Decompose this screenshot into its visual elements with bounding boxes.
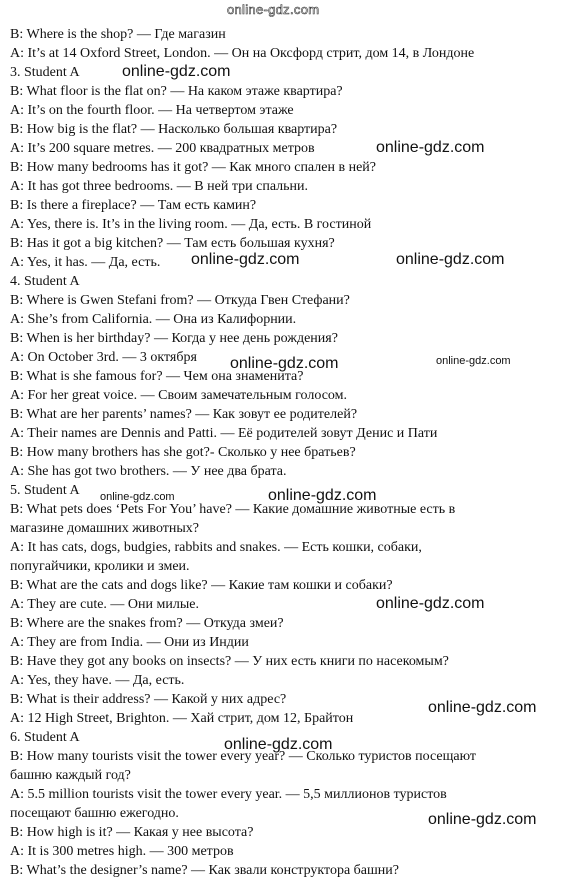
- text-line: B: How high is it? — Какая у нее высота?: [10, 825, 254, 840]
- text-line: A: For her great voice. — Своим замечательным голосом.: [10, 388, 347, 403]
- text-line: посещают башню ежегодно.: [10, 806, 179, 821]
- text-line: B: How many tourists visit the tower every year? — Сколько туристов посещают: [10, 749, 476, 764]
- text-line: B: How many bedrooms has it got? — Как много спален в ней?: [10, 160, 376, 175]
- text-line: A: Yes, it has. — Да, есть.: [10, 255, 161, 270]
- text-line: A: It has got three bedrooms. — В ней три спальни.: [10, 179, 309, 194]
- text-line: A: Yes, they have. — Да, есть.: [10, 673, 185, 688]
- text-line: B: What floor is the flat on? — На каком этаже квартира?: [10, 84, 343, 99]
- text-line: B: How many brothers has she got?- Сколько у нее братьев?: [10, 445, 356, 460]
- watermark: online-gdz.com: [122, 63, 231, 80]
- text-line: попугайчики, кролики и змеи.: [10, 559, 190, 574]
- text-line: B: What are her parents’ names? — Как зовут ее родителей?: [10, 407, 358, 422]
- watermark: online-gdz.com: [100, 491, 175, 503]
- text-line: B: What’s the designer’s name? — Как звали конструктора башни?: [10, 863, 399, 878]
- watermark: online-gdz.com: [224, 736, 333, 753]
- text-line: A: It has cats, dogs, budgies, rabbits and snakes. — Есть кошки, собаки,: [10, 540, 422, 555]
- text-line: B: How big is the flat? — Насколько большая квартира?: [10, 122, 338, 137]
- text-line: B: Is there a fireplace? — Там есть камин?: [10, 198, 257, 213]
- text-line: B: What is she famous for? — Чем она знаменита?: [10, 369, 304, 384]
- text-line: A: It is 300 metres high. — 300 метров: [10, 844, 234, 859]
- text-line: башню каждый год?: [10, 768, 131, 783]
- text-line: A: It’s at 14 Oxford Street, London. — Он на Оксфорд стрит, дом 14, в Лондоне: [10, 46, 475, 61]
- text-line: B: Where is Gwen Stefani from? — Откуда Гвен Стефани?: [10, 293, 350, 308]
- text-line: магазине домашних животных?: [10, 521, 199, 536]
- text-line: A: Their names are Dennis and Patti. — Её родителей зовут Денис и Пати: [10, 426, 438, 441]
- text-line: B: What pets does ‘Pets For You’ have? — Какие домашние животные есть в: [10, 502, 456, 517]
- section-heading: 3. Student A: [10, 65, 80, 80]
- watermark: online-gdz.com: [428, 811, 537, 828]
- watermark: online-gdz.com: [396, 251, 505, 268]
- text-line: B: What are the cats and dogs like? — Какие там кошки и собаки?: [10, 578, 393, 593]
- watermark: online-gdz.com: [376, 139, 485, 156]
- text-line: A: Yes, there is. It’s in the living room. — Да, есть. В гостиной: [10, 217, 372, 232]
- watermark: online-gdz.com: [191, 251, 300, 268]
- section-heading: 6. Student A: [10, 730, 80, 745]
- text-line: A: 12 High Street, Brighton. — Хай стрит, дом 12, Брайтон: [10, 711, 354, 726]
- text-line: B: Where is the shop? — Где магазин: [10, 27, 226, 42]
- text-line: B: What is their address? — Какой у них адрес?: [10, 692, 287, 707]
- text-line: A: It’s 200 square metres. — 200 квадратных метров: [10, 141, 315, 156]
- watermark: online-gdz.com: [428, 699, 537, 716]
- watermark: online-gdz.com: [230, 355, 339, 372]
- text-line: A: They are cute. — Они милые.: [10, 597, 199, 612]
- text-line: B: Have they got any books on insects? — У них есть книги по насекомым?: [10, 654, 449, 669]
- watermark: online-gdz.com: [376, 595, 485, 612]
- text-line: A: It’s on the fourth floor. — На четвертом этаже: [10, 103, 294, 118]
- text-line: A: She has got two brothers. — У нее два брата.: [10, 464, 287, 479]
- watermark: online-gdz.com: [268, 487, 377, 504]
- watermark-top: online-gdz.com: [227, 2, 320, 17]
- text-line: A: On October 3rd. — 3 октября: [10, 350, 197, 365]
- section-heading: 4. Student A: [10, 274, 80, 289]
- text-line: A: She’s from California. — Она из Калифорнии.: [10, 312, 297, 327]
- text-line: A: 5.5 million tourists visit the tower every year. — 5,5 миллионов туристов: [10, 787, 447, 802]
- text-line: A: They are from India. — Они из Индии: [10, 635, 249, 650]
- watermark: online-gdz.com: [436, 355, 511, 367]
- text-line: B: Has it got a big kitchen? — Там есть большая кухня?: [10, 236, 335, 251]
- text-line: B: Where are the snakes from? — Откуда змеи?: [10, 616, 284, 631]
- section-heading: 5. Student A: [10, 483, 80, 498]
- text-line: B: When is her birthday? — Когда у нее день рождения?: [10, 331, 338, 346]
